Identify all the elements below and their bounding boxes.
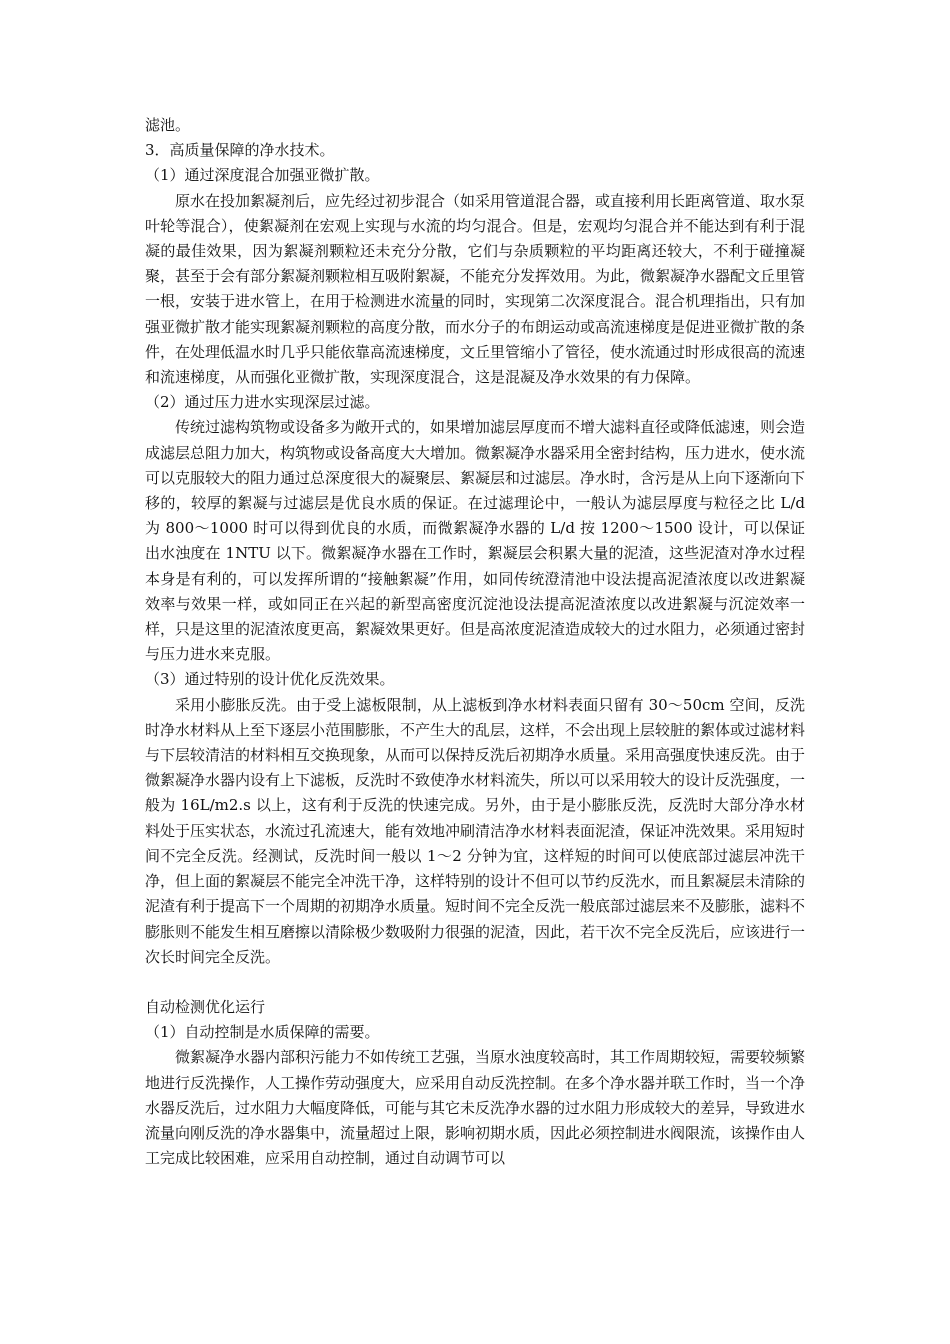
document-page (145, 113, 805, 1171)
section-heading-3: 3．高质量保障的净水技术。 (145, 141, 335, 160)
continued-text-line: 滤池。 (145, 116, 191, 134)
section-spacer (145, 970, 805, 995)
subheading-pressure-filtration: （2）通过压力进水实现深层过滤。 (145, 393, 380, 412)
subheading-backwash: （3）通过特别的设计优化反洗效果。 (145, 670, 395, 689)
paragraph-pressure-filtration: 传统过滤构筑物或设备多为敞开式的，如果增加滤层厚度而不增大滤料直径或降低滤速，则会造成滤层总阻力加大，构筑物或设备高度大大增加。微絮凝净水器采用全密封结构，压力进水，使水流可以克服较大的阻力通过总深度很大的凝聚层、絮凝层和过滤层。净水时，含污是从上向下逐渐向下移的，较厚的絮凝与过滤层是优良水质的保证。在过滤理论中，一般认为滤层厚度与粒径之比 L/d 为 800～1000 时可以得到优良的水质，而微絮凝净水器的 L/d 按 1200～1500 设计，可以保证出水浊度在 1NTU 以下。微絮凝净水器在工作时，絮凝层会积累大量的泥渣，这些泥渣对净水过程本身是有利的，可以发挥所谓的“接触絮凝”作用，如同传统澄清池中设法提高泥渣浓度以改进絮凝效率与效果一样，或如同正在兴起的新型高密度沉淀池设法提高泥渣浓度以改进絮凝与沉淀效率一样，只是这里的泥渣浓度更高，絮凝效果更好。但是高浓度泥渣造成较大的过水阻力，必须通过密封与压力进水来克服。 (145, 418, 806, 664)
section-heading-auto-control: 自动检测优化运行 (145, 997, 266, 1016)
paragraph-backwash: 采用小膨胀反洗。由于受上滤板限制，从上滤板到净水材料表面只留有 30～50cm 空间，反洗时净水材料从上至下逐层小范围膨胀，不产生大的乱层，这样，不会出现上层较脏的絮体或过滤材料与下层较清洁的材料相互交换现象，从而可以保持反洗后初期净水质量。采用高强度快速反洗。由于微絮凝净水器内设有上下滤板，反洗时不致使净水材料流失，所以可以采用较大的设计反洗强度，一般为 16L/m2.s 以上，这有利于反洗的快速完成。另外，由于是小膨胀反洗，反洗时大部分净水材料处于压实状态，水流过孔流速大，能有效地冲刷清洁净水材料表面泥渣，保证冲洗效果。采用短时间不完全反洗。经测试，反洗时间一般以 1～2 分钟为宜，这样短的时间可以使底部过滤层冲洗干净，但上面的絮凝层不能完全冲洗干净，这样特别的设计不但可以节约反洗水，而且絮凝层未清除的泥渣有利于提高下一个周期的初期净水质量。短时间不完全反洗一般底部过滤层来不及膨胀，滤料不膨胀则不能发生相互磨擦以清除极少数吸附力很强的泥渣，因此，若干次不完全反洗后，应该进行一次长时间完全反洗。 (145, 695, 806, 966)
paragraph-deep-mixing: 原水在投加絮凝剂后，应先经过初步混合（如采用管道混合器，或直接利用长距离管道、取水泵叶轮等混合），使絮凝剂在宏观上实现与水流的均匀混合。但是，宏观均匀混合并不能达到有利于混凝的最佳效果，因为絮凝剂颗粒还未充分分散，它们与杂质颗粒的平均距离还较大，不利于碰撞凝聚，甚至于会有部分絮凝剂颗粒相互吸附絮凝，不能充分发挥效用。为此，微絮凝净水器配文丘里管一根，安装于进水管上，在用于检测进水流量的同时，实现第二次深度混合。混合机理指出，只有加强亚微扩散才能实现絮凝剂颗粒的高度分散，而水分子的布朗运动或高流速梯度是促进亚微扩散的条件，在处理低温水时几乎只能依靠高流速梯度，文丘里管缩小了管径，使水流通过时形成很高的流速和流速梯度，从而强化亚微扩散，实现深度混合，这是混凝及净水效果的有力保障。 (145, 191, 806, 387)
subheading-auto-control: （1）自动控制是水质保障的需要。 (145, 1023, 380, 1042)
subheading-deep-mixing: （1）通过深度混合加强亚微扩散。 (145, 166, 380, 185)
paragraph-auto-control: 微絮凝净水器内部积污能力不如传统工艺强，当原水浊度较高时，其工作周期较短，需要较频繁地进行反洗操作，人工操作劳动强度大，应采用自动反洗控制。在多个净水器并联工作时，当一个净水器反洗后，过水阻力大幅度降低，可能与其它未反洗净水器的过水阻力形成较大的差异，导致进水流量向刚反洗的净水器集中，流量超过上限，影响初期水质，因此必须控制进水阀限流，该操作由人工完成比较困难，应采用自动控制，通过自动调节可以 (145, 1048, 806, 1168)
